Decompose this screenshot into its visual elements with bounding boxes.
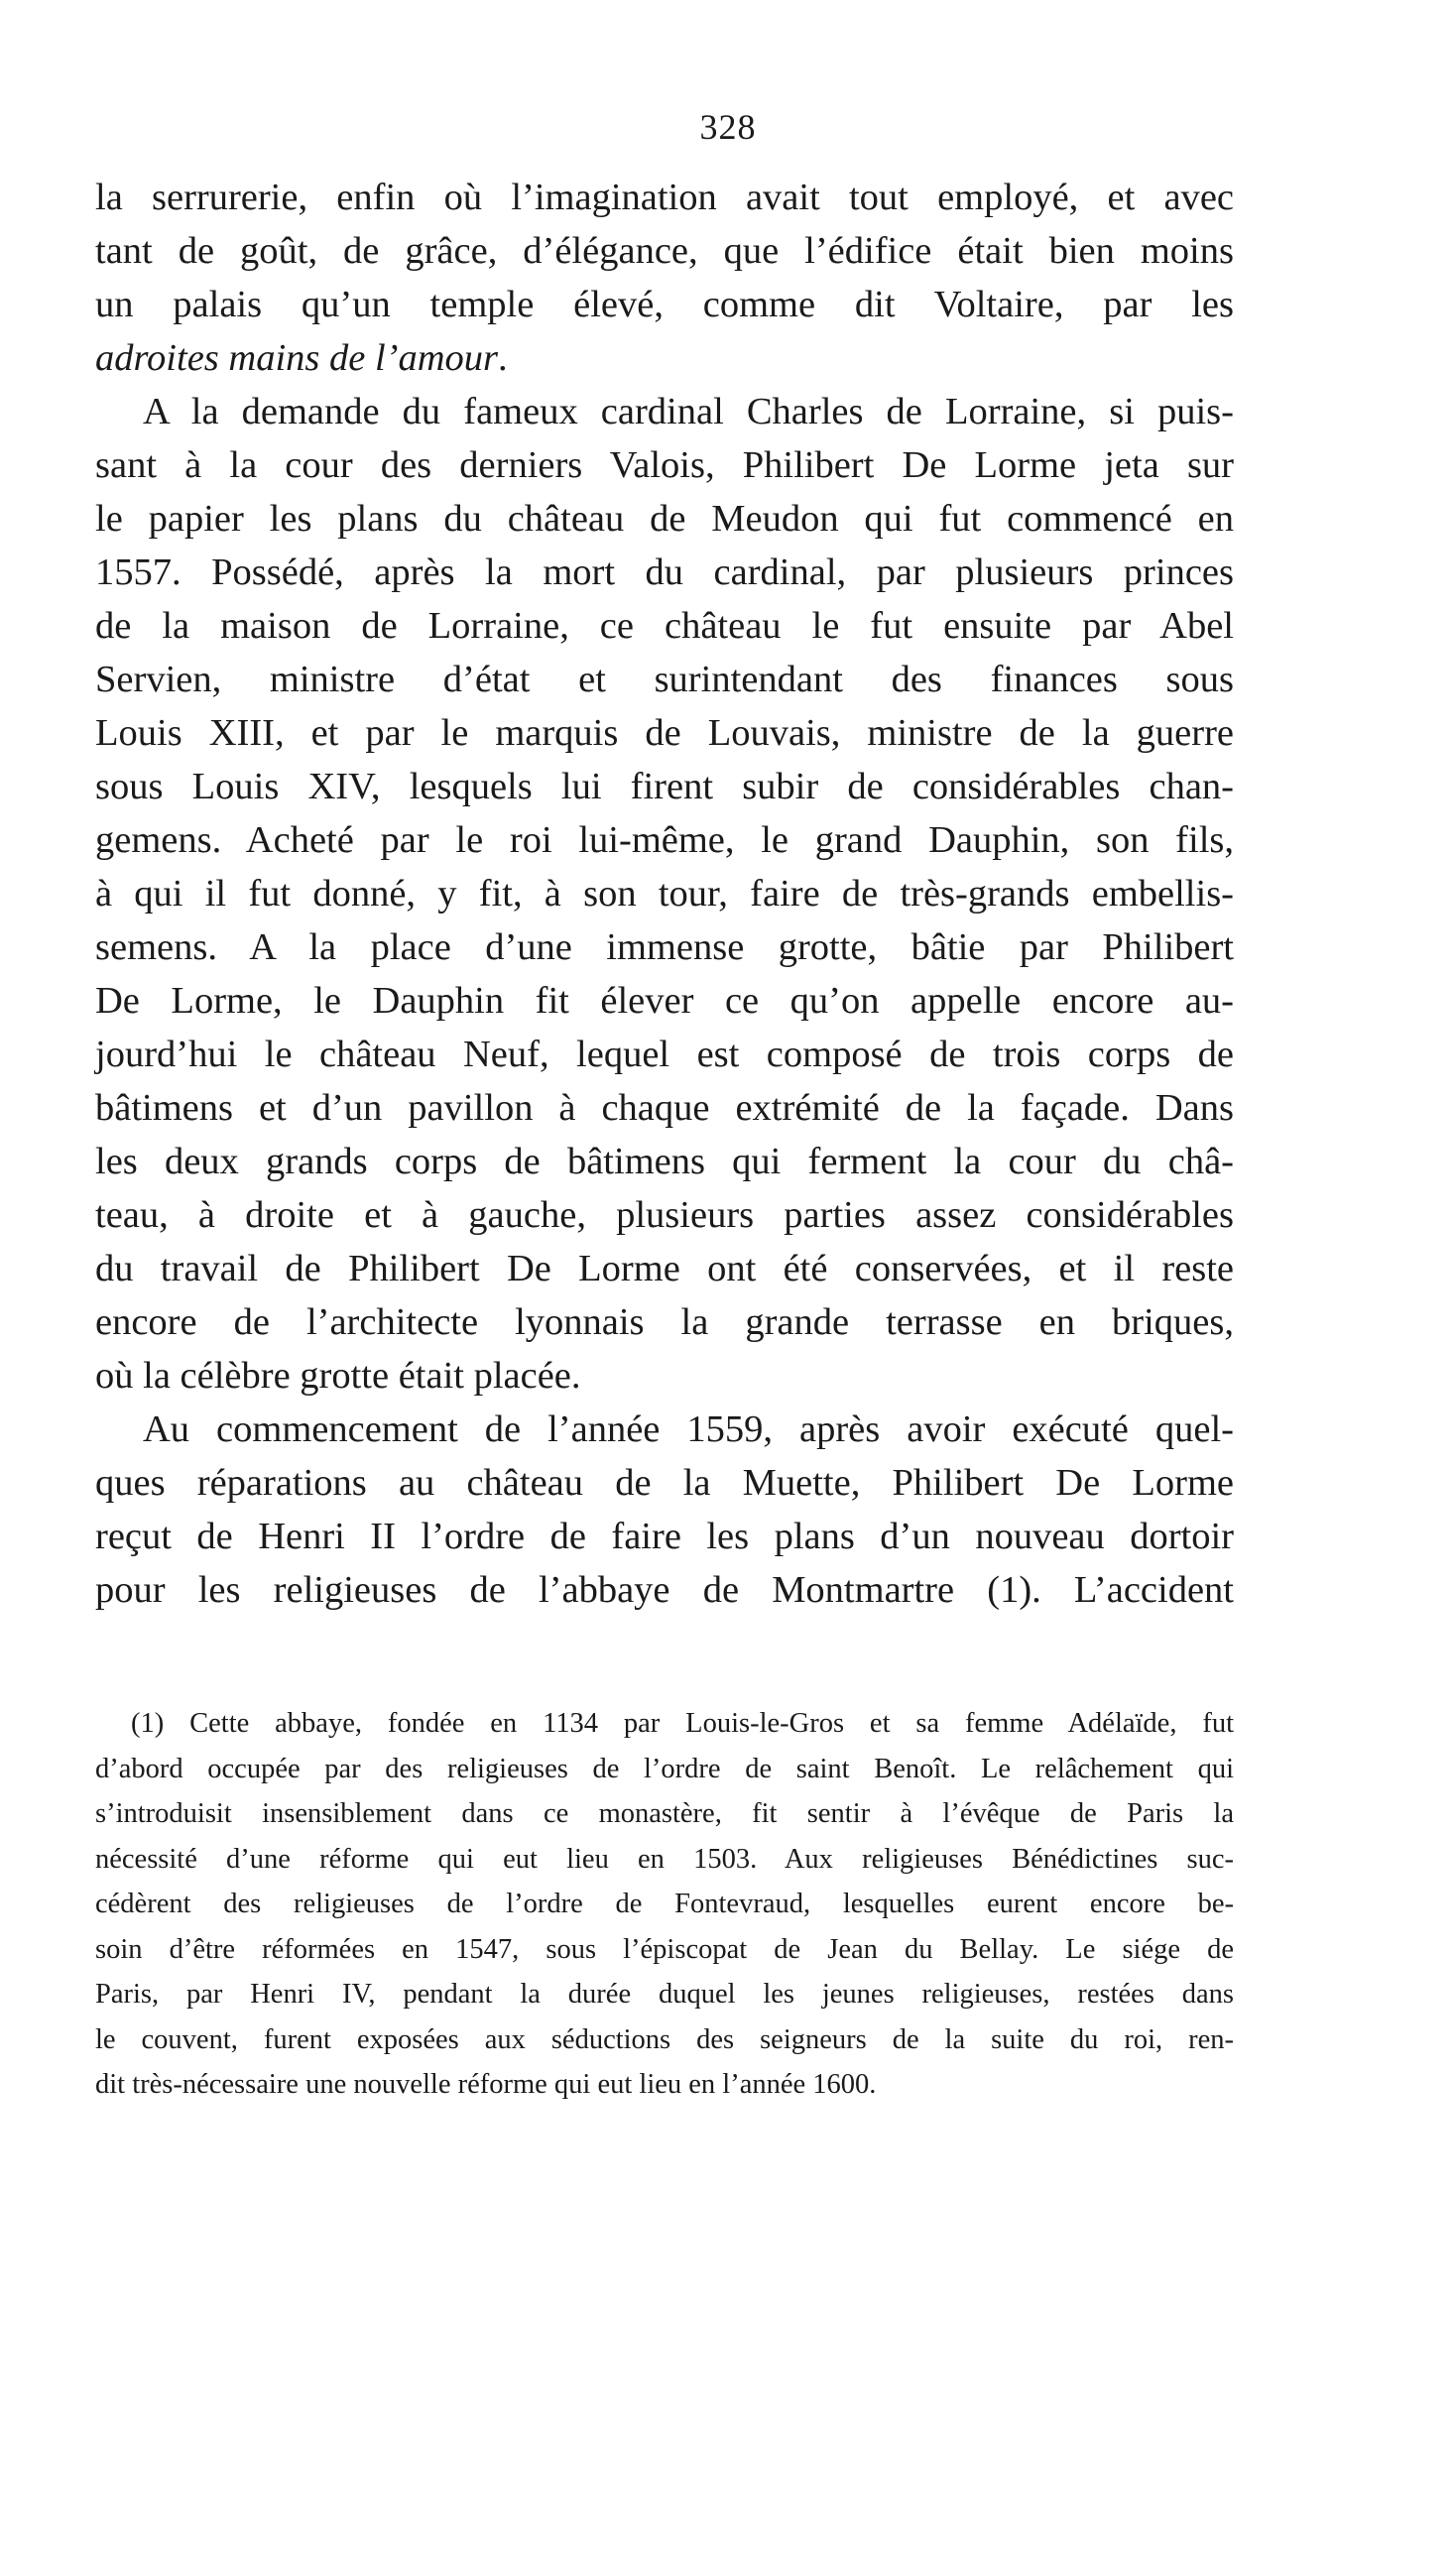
text-line: encore de l’architecte lyonnais la grande terrasse en briques, <box>95 1301 1234 1343</box>
footnote-line: cédèrent des religieuses de l’ordre de Fontevraud, lesquelles eurent encore be- <box>95 1889 1234 1919</box>
text-line: ques réparations au château de la Muette, Philibert De Lorme <box>95 1462 1234 1504</box>
text-line: teau, à droite et à gauche, plusieurs parties assez considérables <box>95 1194 1234 1236</box>
text-line: sous Louis XIV, lesquels lui firent subir de considérables chan- <box>95 766 1234 807</box>
paragraph-start-line: Au commencement de l’année 1559, après avoir exécuté quel- <box>143 1408 1234 1450</box>
text-line: Louis XIII, et par le marquis de Louvais, ministre de la guerre <box>95 712 1234 754</box>
text-line: les deux grands corps de bâtimens qui ferment la cour du châ- <box>95 1141 1234 1182</box>
footnote-line: nécessité d’une réforme qui eut lieu en 1503. Aux religieuses Bénédictines suc- <box>95 1843 1234 1875</box>
paragraph-start-line: A la demande du fameux cardinal Charles de Lorraine, si puis- <box>143 391 1234 432</box>
text-line: reçut de Henri II l’ordre de faire les plans d’un nouveau dortoir <box>95 1516 1234 1557</box>
page-number: 328 <box>699 107 757 147</box>
text-line: un palais qu’un temple élevé, comme dit Voltaire, par les <box>95 284 1234 325</box>
text-line: gemens. Acheté par le roi lui-même, le grand Dauphin, son fils, <box>95 819 1234 861</box>
italic-quote: adroites mains de l’amour <box>95 337 499 379</box>
footnote-line: Paris, par Henri IV, pendant la durée duquel les jeunes religieuses, restées dans <box>95 1979 1234 2010</box>
text-line: De Lorme, le Dauphin fit élever ce qu’on appelle encore au- <box>95 980 1234 1022</box>
footnote-line: s’introduisit insensiblement dans ce monastère, fit sentir à l’évêque de Paris la <box>95 1798 1234 1829</box>
main-text <box>95 171 1234 1617</box>
footnote-line: le couvent, furent exposées aux séductions des seigneurs de la suite du roi, ren- <box>95 2023 1234 2055</box>
footnote-line: (1) Cette abbaye, fondée en 1134 par Louis-le-Gros et sa femme Adélaïde, fut <box>131 1708 1234 1739</box>
text-line: de la maison de Lorraine, ce château le fut ensuite par Abel <box>95 605 1234 647</box>
text-line: le papier les plans du château de Meudon qui fut commencé en <box>95 498 1234 540</box>
text-line: où la célèbre grotte était placée. <box>95 1355 581 1397</box>
text-line: pour les religieuses de l’abbaye de Montmartre (1). L’accident <box>95 1569 1234 1611</box>
text-line: semens. A la place d’une immense grotte, bâtie par Philibert <box>95 926 1234 968</box>
footnote-line: dit très-nécessaire une nouvelle réforme qui eut lieu en l’année 1600. <box>95 2069 877 2100</box>
text-line <box>95 331 1234 385</box>
text-line: à qui il fut donné, y fit, à son tour, faire de très-grands embellis- <box>95 873 1234 915</box>
text-line: la serrurerie, enfin où l’imagination avait tout employé, et avec <box>95 177 1234 218</box>
text-line: jourd’hui le château Neuf, lequel est composé de trois corps de <box>95 1034 1234 1075</box>
text-line: du travail de Philibert De Lorme ont été conservées, et il reste <box>95 1248 1234 1289</box>
footnote-line: d’abord occupée par des religieuses de l’ordre de saint Benoît. Le relâchement qui <box>95 1753 1234 1784</box>
text-line: sant à la cour des derniers Valois, Philibert De Lorme jeta sur <box>95 444 1234 486</box>
footnote <box>95 1701 1234 2108</box>
period: . <box>498 337 508 379</box>
text-line: 1557. Possédé, après la mort du cardinal, par plusieurs princes <box>95 551 1234 593</box>
text-line: tant de goût, de grâce, d’élégance, que l’édifice était bien moins <box>95 230 1234 272</box>
footnote-line: soin d’être réformées en 1547, sous l’épiscopat de Jean du Bellay. Le siége de <box>95 1933 1234 1965</box>
text-line: Servien, ministre d’état et surintendant des finances sous <box>95 659 1234 700</box>
text-line: bâtimens et d’un pavillon à chaque extrémité de la façade. Dans <box>95 1087 1234 1129</box>
